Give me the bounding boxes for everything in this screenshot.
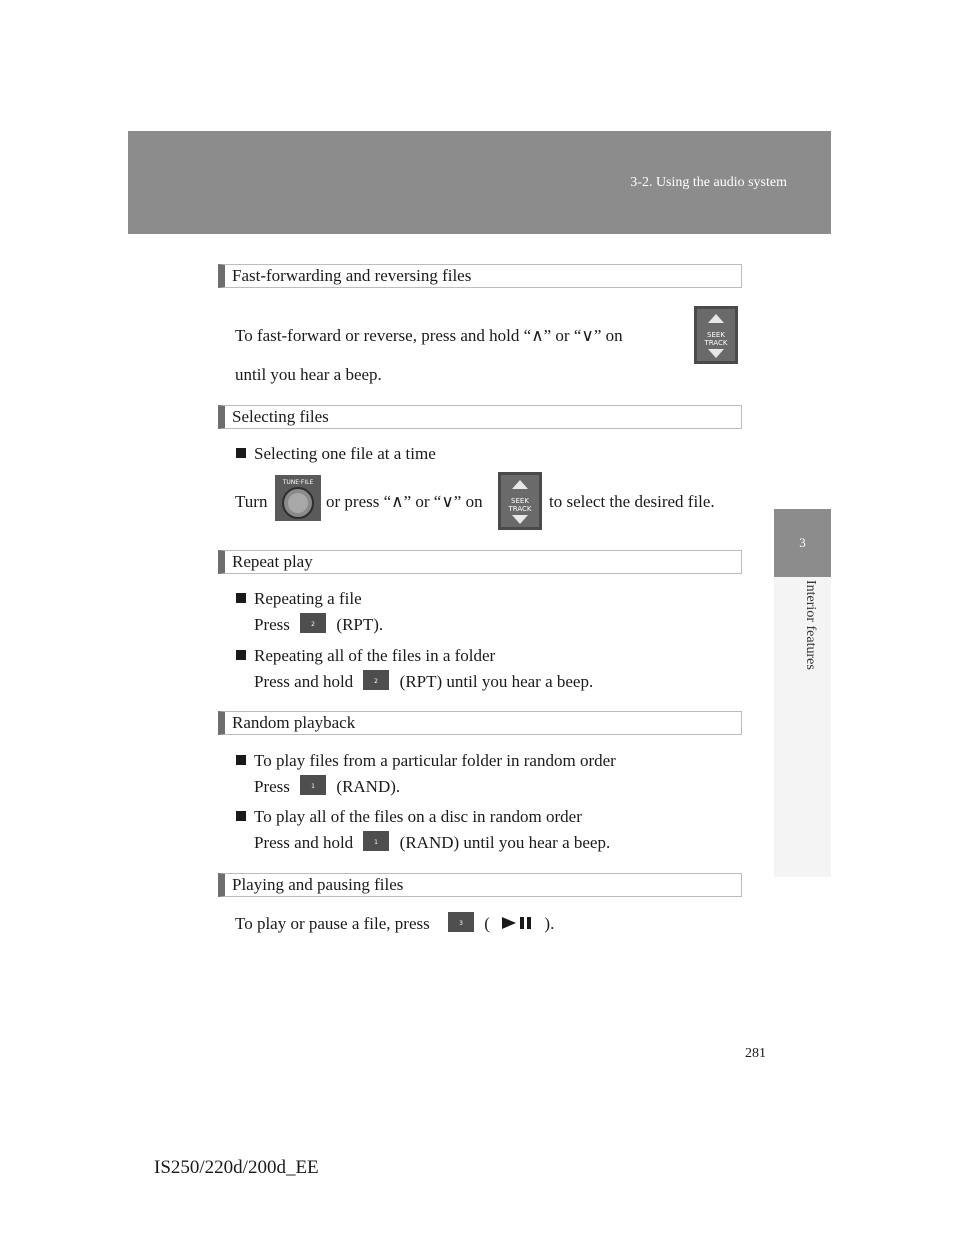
page-number: 281: [745, 1046, 766, 1061]
svg-text:SEEK: SEEK: [707, 331, 725, 339]
seek-track-icon: [498, 472, 542, 535]
bullet-text: Selecting one file at a time: [254, 444, 436, 463]
fastforward-text-line1: [235, 325, 623, 347]
section-heading-random: Random playback: [218, 711, 742, 735]
turn-text: Turn: [235, 492, 268, 511]
section-heading-selecting: Selecting files: [218, 405, 742, 429]
svg-text:TRACK: TRACK: [508, 505, 532, 513]
model-code: IS250/220d/200d_EE: [154, 1157, 319, 1178]
preset-button-icon: [300, 613, 326, 639]
chapter-tab: [774, 509, 831, 577]
press-text: Press: [254, 614, 290, 634]
preset-button-icon: [300, 775, 326, 801]
bullet-square-icon: [236, 448, 246, 458]
chapter-number: 3: [799, 535, 806, 550]
chapter-title: Interior features: [803, 580, 818, 670]
preset-button-icon: [363, 670, 389, 696]
open-paren: (: [484, 913, 490, 933]
seek-track-icon: [694, 306, 738, 369]
bullet-square-icon: [236, 811, 246, 821]
bullet-text: To play files from a particular folder in random order: [254, 751, 616, 770]
button-digit: 1: [374, 839, 379, 846]
section-heading-fastforward: Fast-forwarding and reversing files: [218, 264, 742, 288]
or-press-text: or press “∧” or “∨” on: [326, 492, 483, 511]
play-pause-icon: [500, 914, 534, 936]
repeat-folder-instruction: [254, 670, 593, 696]
button-digit: 2: [311, 621, 316, 628]
random-disc-instruction: [254, 831, 610, 857]
svg-text:SEEK: SEEK: [511, 497, 529, 505]
press-hold-text: Press and hold: [254, 832, 354, 852]
list-item: [236, 645, 495, 667]
header-band: [128, 131, 831, 234]
rpt-hold-text: (RPT) until you hear a beep.: [399, 671, 594, 691]
fastforward-text-line2: until you hear a beep.: [235, 365, 382, 384]
list-item: [236, 750, 616, 772]
bullet-text: To play all of the files on a disc in random order: [254, 807, 582, 826]
press-hold-text: Press and hold: [254, 671, 354, 691]
svg-text:TUNE·FILE: TUNE·FILE: [282, 479, 314, 486]
section-heading-repeat: Repeat play: [218, 550, 742, 574]
rpt-text: (RPT).: [336, 614, 384, 634]
preset-button-icon: [363, 831, 389, 857]
rand-text: (RAND).: [336, 776, 401, 796]
list-item: [236, 443, 436, 465]
list-item: [236, 588, 362, 610]
section-breadcrumb: 3-2. Using the audio system: [630, 175, 787, 190]
bullet-square-icon: [236, 593, 246, 603]
fastforward-text: To fast-forward or reverse, press and hold “∧” or “∨” on: [235, 326, 623, 345]
random-folder-instruction: [254, 775, 400, 801]
playpause-instruction: [235, 912, 554, 938]
preset-button-icon: [448, 912, 474, 938]
svg-text:TRACK: TRACK: [704, 339, 728, 347]
close-paren: ).: [544, 913, 555, 933]
playpause-text: To play or pause a file, press: [235, 913, 430, 933]
bullet-text: Repeating a file: [254, 589, 362, 608]
section-heading-playpause: Playing and pausing files: [218, 873, 742, 897]
bullet-text: Repeating all of the files in a folder: [254, 646, 496, 665]
select-instruction: [235, 491, 267, 513]
repeat-file-instruction: [254, 613, 383, 639]
button-digit: 1: [311, 783, 316, 790]
button-digit: 2: [374, 678, 379, 685]
to-select-text: to select the desired file.: [549, 492, 715, 511]
list-item: [236, 806, 582, 828]
button-digit: 3: [459, 920, 463, 927]
bullet-square-icon: [236, 755, 246, 765]
rand-hold-text: (RAND) until you hear a beep.: [399, 832, 611, 852]
bullet-square-icon: [236, 650, 246, 660]
tune-file-knob-icon: [275, 475, 321, 526]
press-text: Press: [254, 776, 290, 796]
